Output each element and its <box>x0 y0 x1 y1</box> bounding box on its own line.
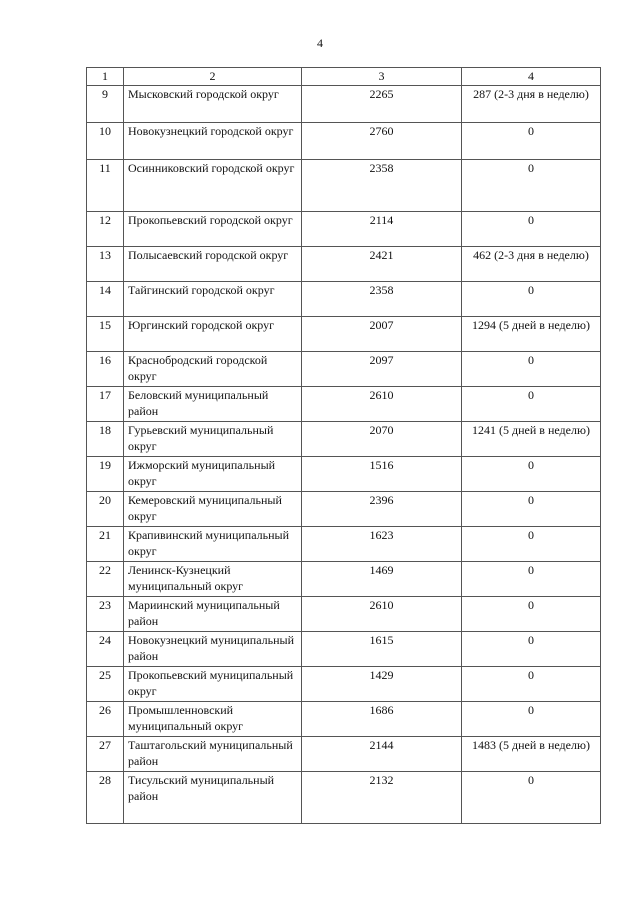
extra-cell: 0 <box>462 527 601 562</box>
extra-cell: 287 (2-3 дня в неделю) <box>462 86 601 123</box>
extra-cell: 0 <box>462 632 601 667</box>
municipality-name: Тайгинский городской округ <box>124 282 302 317</box>
value-cell: 2097 <box>302 352 462 387</box>
extra-cell: 1294 (5 дней в неделю) <box>462 317 601 352</box>
value-cell: 2610 <box>302 597 462 632</box>
table-row <box>87 667 601 702</box>
municipality-name: Беловский муниципальный район <box>124 387 302 422</box>
extra-cell: 462 (2-3 дня в неделю) <box>462 247 601 282</box>
column-header-3: 3 <box>302 68 462 86</box>
row-number: 24 <box>87 632 124 667</box>
row-number: 15 <box>87 317 124 352</box>
table-body <box>87 86 601 824</box>
value-cell: 2358 <box>302 160 462 212</box>
municipality-name: Полысаевский городской округ <box>124 247 302 282</box>
municipality-name: Новокузнецкий муниципальный район <box>124 632 302 667</box>
municipality-name: Юргинский городской округ <box>124 317 302 352</box>
row-number: 26 <box>87 702 124 737</box>
value-cell: 1429 <box>302 667 462 702</box>
table-row <box>87 160 601 212</box>
table-row <box>87 123 601 160</box>
extra-cell: 0 <box>462 457 601 492</box>
municipality-name: Гурьевский муниципальный округ <box>124 422 302 457</box>
row-number: 21 <box>87 527 124 562</box>
value-cell: 2610 <box>302 387 462 422</box>
row-number: 14 <box>87 282 124 317</box>
row-number: 18 <box>87 422 124 457</box>
column-header-4: 4 <box>462 68 601 86</box>
row-number: 9 <box>87 86 124 123</box>
table-row <box>87 352 601 387</box>
table-row <box>87 632 601 667</box>
row-number: 11 <box>87 160 124 212</box>
row-number: 10 <box>87 123 124 160</box>
municipality-name: Промышленновский муниципальный округ <box>124 702 302 737</box>
row-number: 25 <box>87 667 124 702</box>
value-cell: 2265 <box>302 86 462 123</box>
extra-cell: 0 <box>462 387 601 422</box>
extra-cell: 0 <box>462 282 601 317</box>
page-number: 4 <box>317 36 323 50</box>
extra-cell: 0 <box>462 352 601 387</box>
table-row <box>87 772 601 824</box>
municipality-name: Ижморский муниципальный округ <box>124 457 302 492</box>
extra-cell: 0 <box>462 772 601 824</box>
column-header-2: 2 <box>124 68 302 86</box>
table-row <box>87 597 601 632</box>
value-cell: 1615 <box>302 632 462 667</box>
value-cell: 2007 <box>302 317 462 352</box>
municipality-name: Краснобродский городской округ <box>124 352 302 387</box>
row-number: 16 <box>87 352 124 387</box>
municipality-name: Мысковский городской округ <box>124 86 302 123</box>
row-number: 12 <box>87 212 124 247</box>
municipality-name: Крапивинский муниципальный округ <box>124 527 302 562</box>
extra-cell: 0 <box>462 562 601 597</box>
value-cell: 2760 <box>302 123 462 160</box>
row-number: 23 <box>87 597 124 632</box>
value-cell: 1623 <box>302 527 462 562</box>
municipality-name: Таштагольский муниципальный район <box>124 737 302 772</box>
table-row <box>87 492 601 527</box>
extra-cell: 1241 (5 дней в неделю) <box>462 422 601 457</box>
extra-cell: 0 <box>462 597 601 632</box>
extra-cell: 0 <box>462 212 601 247</box>
row-number: 28 <box>87 772 124 824</box>
value-cell: 1686 <box>302 702 462 737</box>
column-header-1: 1 <box>87 68 124 86</box>
municipality-name: Прокопьевский городской округ <box>124 212 302 247</box>
table-row <box>87 86 601 123</box>
row-number: 22 <box>87 562 124 597</box>
row-number: 13 <box>87 247 124 282</box>
extra-cell: 1483 (5 дней в неделю) <box>462 737 601 772</box>
extra-cell: 0 <box>462 492 601 527</box>
extra-cell: 0 <box>462 702 601 737</box>
value-cell: 2421 <box>302 247 462 282</box>
value-cell: 1469 <box>302 562 462 597</box>
extra-cell: 0 <box>462 667 601 702</box>
table-row <box>87 282 601 317</box>
table-row <box>87 422 601 457</box>
table-header-row <box>87 68 601 86</box>
municipality-name: Мариинский муниципальный район <box>124 597 302 632</box>
table-row <box>87 247 601 282</box>
table-row <box>87 457 601 492</box>
row-number: 27 <box>87 737 124 772</box>
value-cell: 2358 <box>302 282 462 317</box>
table-row <box>87 702 601 737</box>
row-number: 20 <box>87 492 124 527</box>
extra-cell: 0 <box>462 123 601 160</box>
value-cell: 1516 <box>302 457 462 492</box>
table-row <box>87 562 601 597</box>
row-number: 17 <box>87 387 124 422</box>
municipality-name: Прокопьевский муниципальный округ <box>124 667 302 702</box>
data-table <box>86 67 601 824</box>
table-row <box>87 737 601 772</box>
table-row <box>87 317 601 352</box>
municipality-name: Кемеровский муниципальный округ <box>124 492 302 527</box>
municipality-name: Осинниковский городской округ <box>124 160 302 212</box>
value-cell: 2144 <box>302 737 462 772</box>
table-row <box>87 387 601 422</box>
value-cell: 2070 <box>302 422 462 457</box>
table-row <box>87 212 601 247</box>
value-cell: 2396 <box>302 492 462 527</box>
municipality-name: Ленинск-Кузнецкий муниципальный округ <box>124 562 302 597</box>
municipality-name: Тисульский муниципальный район <box>124 772 302 824</box>
row-number: 19 <box>87 457 124 492</box>
value-cell: 2114 <box>302 212 462 247</box>
table-row <box>87 527 601 562</box>
municipality-name: Новокузнецкий городской округ <box>124 123 302 160</box>
value-cell: 2132 <box>302 772 462 824</box>
extra-cell: 0 <box>462 160 601 212</box>
